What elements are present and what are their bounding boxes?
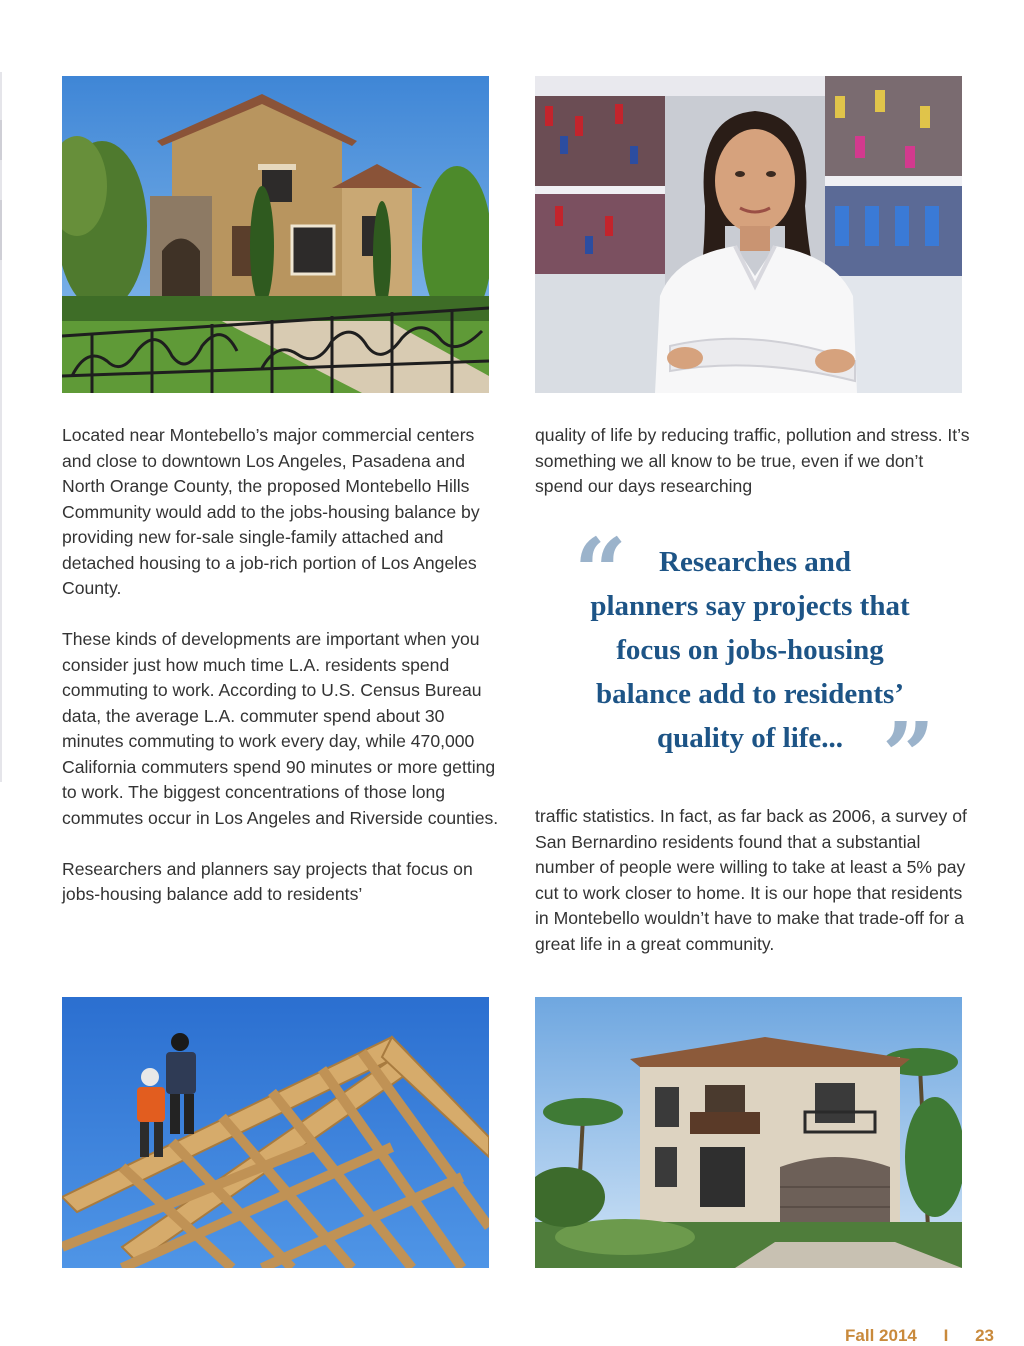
house-photo: [62, 76, 489, 393]
house-photo: [535, 997, 962, 1268]
body-column-left: [62, 423, 502, 908]
pull-quote-line: balance add to residents’: [595, 678, 904, 710]
pull-quote-line: Researches and: [659, 546, 851, 578]
pull-quote-line: planners say projects that: [590, 590, 910, 622]
pull-quote: [560, 518, 940, 810]
page-edge-mark: [0, 200, 2, 260]
page-edge-mark: [0, 72, 2, 782]
body-paragraph: These kinds of developments are important when you consider just how much time L.A. residents spend commuting to work. According to U.S. Census Bureau data, the average L.A. commuter spend about 30 minutes commuting to work every day, while 470,000 California commuters spend 90 minutes or more getting to work. The biggest concentrations of those long commutes occur in Los Angeles and Riverside counties.: [62, 629, 499, 828]
open-quote-mark: “: [574, 518, 627, 626]
body-column-right-bottom: [535, 804, 975, 957]
body-paragraph: Located near Montebello’s major commercial centers and close to downtown Los Angeles, Pasadena and North Orange County, the proposed Montebello Hills Community would add to the jobs-housing balance by providing new for-sale single-family attached and detached housing to a job-rich portion of Los Angeles County.: [62, 425, 480, 598]
body-paragraph: quality of life by reducing traffic, pollution and stress. It’s something we all know to be true, even if we don’t spend our days researching: [535, 425, 970, 496]
issue-label: Fall 2014: [845, 1326, 917, 1345]
page-footer: [845, 1326, 994, 1346]
body-paragraph: traffic statistics. In fact, as far back as 2006, a survey of San Bernardino residents found that a substantial number of people were willing to take at least a 5% pay cut to work closer to home. It is our hope that residents in Montebello wouldn’t have to make that trade-off for a great life in a great community.: [535, 806, 967, 954]
body-paragraph: Researchers and planners say projects that focus on jobs-housing balance add to residents’: [62, 858, 473, 904]
body-column-right-top: [535, 423, 975, 500]
page-number: 23: [975, 1326, 994, 1345]
pull-quote-line: quality of life...: [656, 722, 844, 754]
shopkeeper-photo: [535, 76, 962, 393]
pull-quote-line: focus on jobs-housing: [616, 634, 884, 666]
close-quote-mark: ”: [882, 702, 935, 810]
page-edge-mark: [0, 120, 2, 160]
footer-separator: I: [943, 1326, 949, 1345]
construction-photo: [62, 997, 489, 1268]
